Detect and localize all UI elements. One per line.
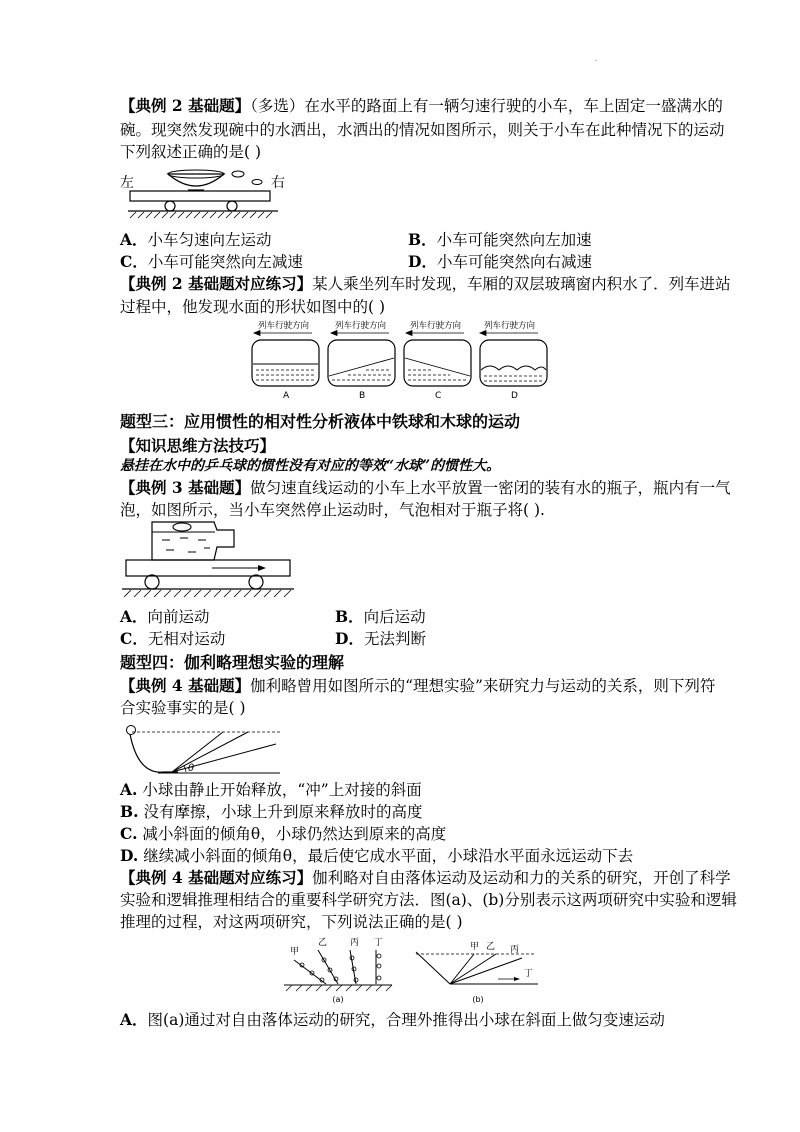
- ex2p-tag: 【典例 2 基础题对应练习】: [120, 274, 313, 293]
- option-letter: D．: [408, 252, 437, 271]
- option-text: 小球由静止开始释放，“冲”上对接的斜面: [142, 781, 422, 799]
- option-letter: B．: [335, 607, 364, 626]
- option-text: 小车可能突然向左减速: [147, 253, 303, 271]
- fig-right-label: 右: [271, 175, 285, 191]
- window-panel-a: [252, 340, 319, 386]
- galileo-ramp-figure: [118, 720, 283, 780]
- ex3-option-b[interactable]: [335, 607, 426, 627]
- fig-b-caption: (b): [472, 995, 484, 1004]
- panel-heading: 列车行驶方向: [410, 321, 462, 331]
- ex2-option-b[interactable]: [408, 230, 592, 250]
- panel-letter: B: [359, 391, 366, 401]
- ex4p-line-2: 实验和逻辑推理相结合的重要科学研究方法．图(a)、(b)分别表示这两项研究中实验和逻辑: [120, 891, 737, 909]
- panel-letter: D: [511, 391, 518, 401]
- type3-method-text: 悬挂在水中的乒乓球的惯性没有对应的等效“水球”的惯性大。: [120, 458, 501, 474]
- option-text: 没有摩擦，小球上升到原来释放时的高度: [143, 803, 423, 821]
- fig-b-label: 丁: [524, 969, 534, 979]
- ex4-statement-d[interactable]: [120, 846, 633, 866]
- option-letter: C.: [120, 824, 138, 843]
- ex3-option-d[interactable]: [335, 629, 426, 649]
- wheel-shape: [145, 575, 159, 589]
- option-text: 减小斜面的倾角θ，小球仍然达到原来的高度: [142, 825, 447, 843]
- fig-a-label: 乙: [318, 938, 328, 948]
- theta-label: θ: [188, 763, 195, 774]
- window-panel-b: [328, 340, 395, 386]
- fig-b-label: 丙: [510, 945, 520, 955]
- option-letter: A.: [120, 780, 138, 799]
- option-letter: A．: [120, 230, 148, 249]
- ex3-line1-text: 做匀速直线运动的小车上水平放置一密闭的装有水的瓶子，瓶内有一气: [250, 479, 731, 497]
- train-window-figure: [244, 318, 554, 402]
- type3-method-tag: 【知识思维方法技巧】: [120, 436, 276, 455]
- free-fall-figure-a: [282, 932, 394, 1004]
- fig-a-caption: (a): [332, 995, 344, 1004]
- option-letter: D．: [335, 629, 364, 648]
- option-text: 图(a)通过对自由落体运动的研究，合理外推得出小球在斜面上做匀变速运动: [147, 1011, 665, 1029]
- ex4-line-2: 合实验事实的是( ): [120, 699, 246, 717]
- option-text: 无法判断: [363, 630, 426, 648]
- panel-letter: C: [435, 391, 442, 401]
- fig-a-label: 甲: [290, 947, 300, 957]
- window-panel-d: [480, 340, 547, 386]
- ex3-line-1: [120, 478, 731, 498]
- option-text: 向前运动: [147, 608, 210, 626]
- ex3-option-a[interactable]: [120, 607, 210, 627]
- ex2-option-c[interactable]: [120, 252, 303, 272]
- ex4p-option-a[interactable]: [120, 1010, 665, 1030]
- water-drop-shape: [232, 171, 244, 177]
- option-text: 小车可能突然向右减速: [436, 253, 592, 271]
- type3-heading: 题型三：应用惯性的相对性分析液体中铁球和木球的运动: [120, 412, 521, 431]
- ex4-line1-text: 伽利略曾用如图所示的“理想实验”来研究力与运动的关系，则下列符: [250, 677, 716, 695]
- bowl-shape: [168, 174, 224, 186]
- option-text: 无相对运动: [147, 630, 226, 648]
- ex2-line-1: [120, 96, 723, 116]
- option-letter: A．: [120, 1010, 148, 1029]
- panel-heading: 列车行驶方向: [258, 321, 310, 331]
- ex3-tag: 【典例 3 基础题】: [120, 478, 251, 497]
- fig-a-label: 丙: [350, 938, 360, 948]
- option-text: 继续减小斜面的倾角θ，最后使它成水平面，小球沿水平面永远运动下去: [143, 847, 634, 865]
- cart-body-shape: [130, 191, 270, 201]
- ex2-tag: 【典例 2 基础题】: [120, 96, 251, 115]
- fig-b-label: 甲: [470, 942, 480, 952]
- ex4-statement-a[interactable]: [120, 780, 422, 800]
- ex2p-line1-text: 某人乘坐列车时发现，车厢的双层玻璃窗内积水了．列车进站: [312, 275, 731, 293]
- ex2-option-d[interactable]: [408, 252, 592, 272]
- ex3-option-c[interactable]: [120, 629, 225, 649]
- ramp-curve: [130, 734, 178, 772]
- ex4-tag: 【典例 4 基础题】: [120, 676, 251, 695]
- ball-shape: [127, 726, 136, 735]
- ex4-statement-b[interactable]: [120, 802, 422, 822]
- panel-heading: 列车行驶方向: [335, 321, 387, 331]
- cart-bottle-figure: [118, 518, 298, 602]
- wheel-shape: [165, 201, 175, 211]
- fig-left-label: 左: [120, 175, 134, 191]
- bottle-shape: [152, 522, 234, 560]
- free-fall-figure-b: [412, 932, 542, 1004]
- type4-heading: 题型四：伽利略理想实验的理解: [120, 653, 345, 672]
- bubble-shape: [173, 523, 191, 531]
- ex2p-line-1: [120, 274, 731, 294]
- option-letter: A．: [120, 607, 148, 626]
- corner-dot: ·: [595, 58, 597, 65]
- cart-bowl-figure: [118, 160, 293, 226]
- fig-a-label: 丁: [374, 938, 384, 948]
- option-letter: B.: [120, 802, 139, 821]
- option-letter: C．: [120, 629, 148, 648]
- ex4p-tag: 【典例 4 基础题对应练习】: [120, 868, 313, 887]
- fig-b-label: 乙: [486, 942, 496, 952]
- ex2p-line-2: 过程中，他发现水面的形状如图中的( ): [120, 298, 386, 316]
- panel-heading: 列车行驶方向: [484, 321, 536, 331]
- ex4p-line-1: [120, 868, 731, 888]
- option-letter: C．: [120, 252, 148, 271]
- ex4-statement-c[interactable]: [120, 824, 446, 844]
- ex4p-line-3: 推理的过程，对这两项研究，下列说法正确的是( ): [120, 913, 463, 931]
- option-text: 小车匀速向左运动: [147, 231, 272, 249]
- ex3-line-2: 泡，如图所示，当小车突然停止运动时，气泡相对于瓶子将( ).: [120, 501, 545, 519]
- ex2-option-a[interactable]: [120, 230, 272, 250]
- option-letter: B．: [408, 230, 437, 249]
- option-text: 小车可能突然向左加速: [436, 231, 592, 249]
- ex2-line-2: 碗。现突然发现碗中的水洒出，水洒出的情况如图所示，则关于小车在此种情况下的运动: [120, 121, 725, 139]
- panel-letter: A: [283, 391, 290, 401]
- ex4-line-1: [120, 676, 716, 696]
- option-letter: D.: [120, 846, 139, 865]
- ex4p-line1-text: 伽利略对自由落体运动及运动和力的关系的研究，开创了科学: [312, 869, 731, 887]
- option-text: 向后运动: [363, 608, 426, 626]
- window-panel-c: [404, 340, 471, 386]
- ex2-line-3: 下列叙述正确的是( ): [120, 143, 262, 161]
- ex2-line1-text: （多选）在水平的路面上有一辆匀速行驶的小车，车上固定一盛满水的: [250, 97, 723, 115]
